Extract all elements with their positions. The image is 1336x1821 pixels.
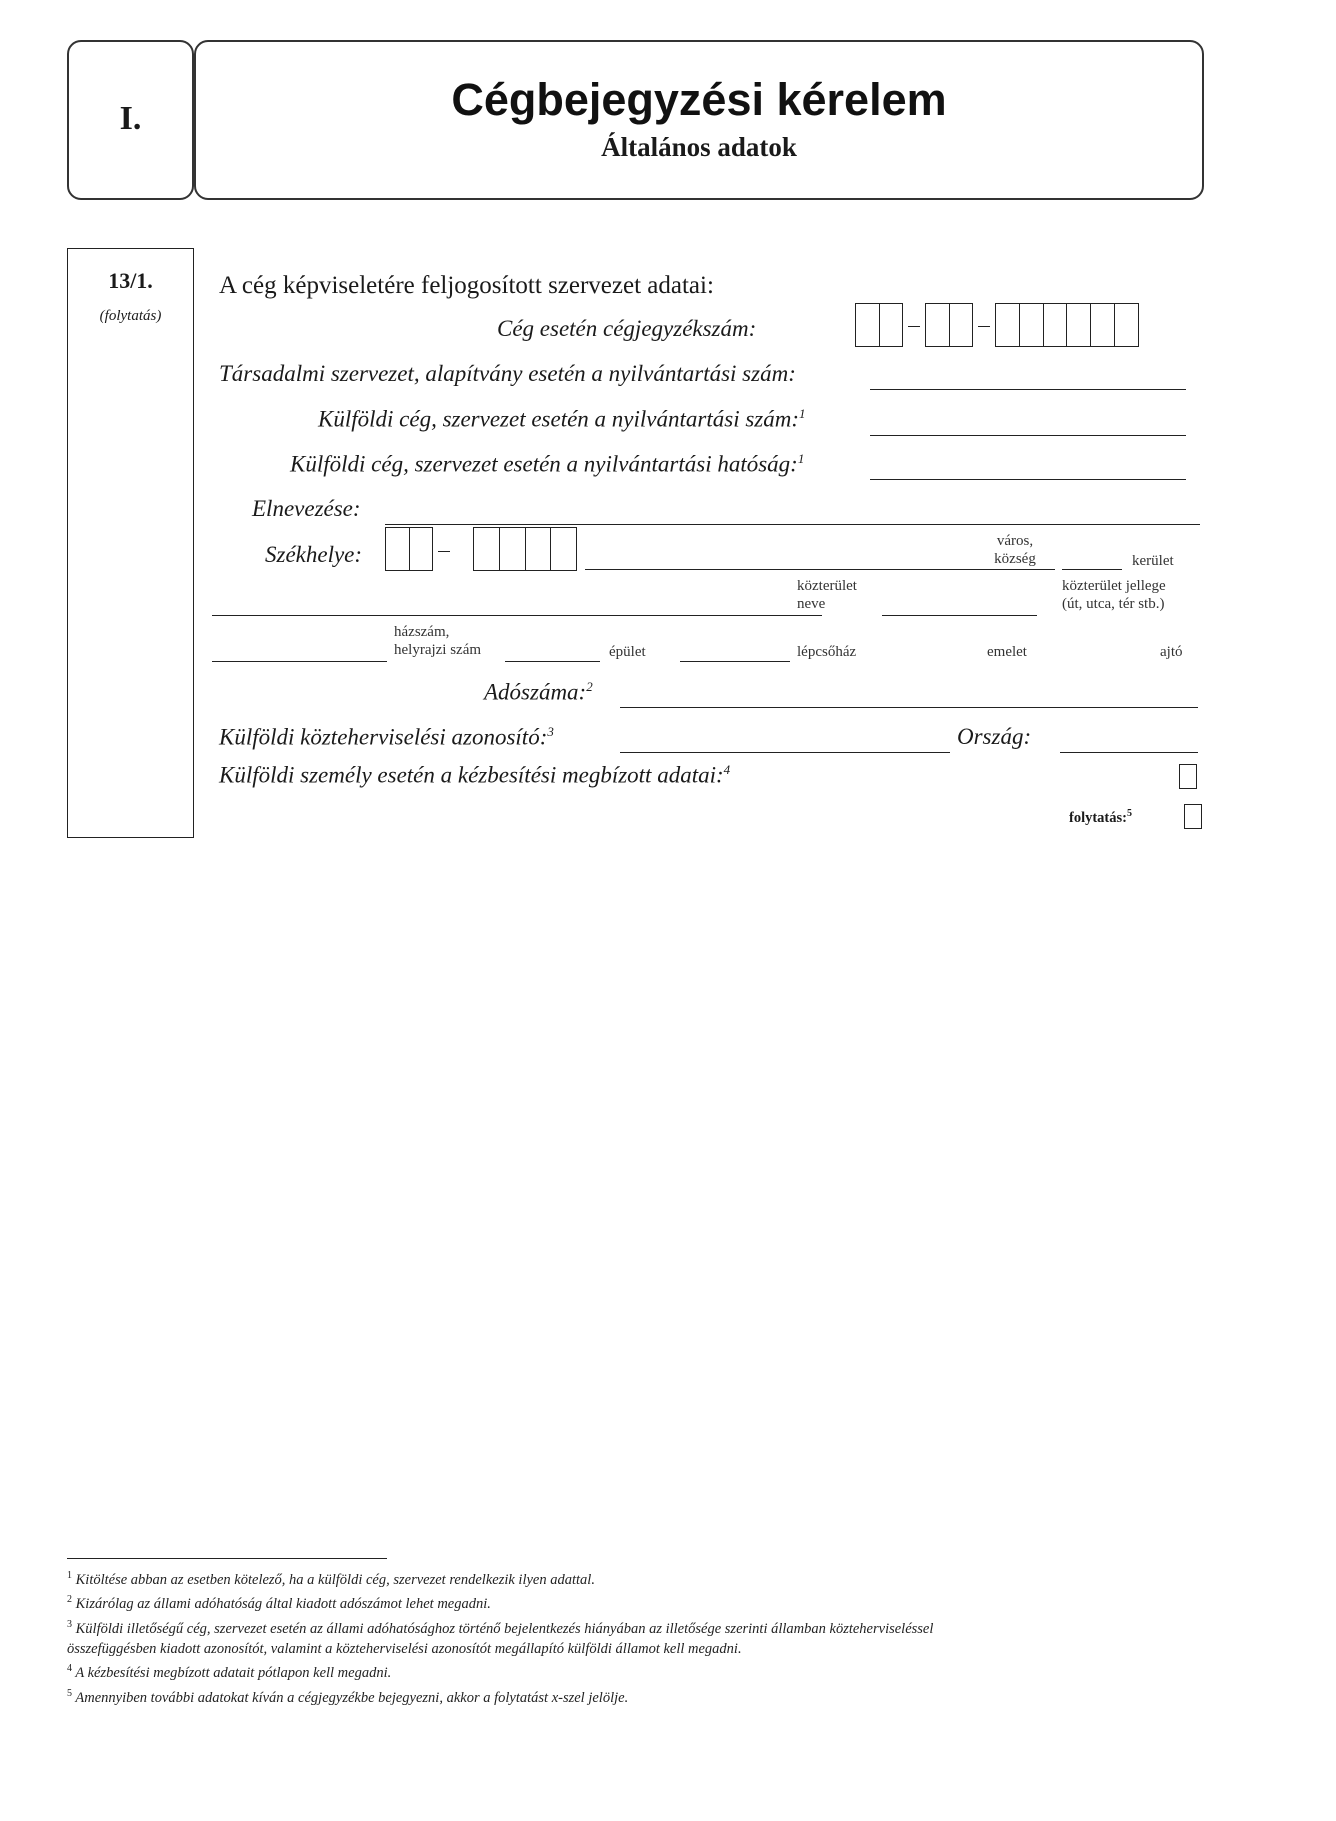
foreign-tax-id-field[interactable] xyxy=(620,752,950,753)
building-field[interactable] xyxy=(505,661,600,662)
section-code-box xyxy=(67,248,194,838)
house-number-label: házszám, helyrajzi szám xyxy=(394,624,482,658)
foreign-tax-id-label: Külföldi közteherviselési azonosító:$^3$ xyxy=(219,724,554,750)
staircase-label: lépcsőház xyxy=(797,644,857,660)
country-label: Ország: xyxy=(957,724,1032,749)
tax-number-field[interactable] xyxy=(620,707,1198,708)
seat-label: Székhelye: xyxy=(265,542,363,567)
house-number-field[interactable] xyxy=(212,661,387,662)
section-code-note: (folytatás) xyxy=(99,308,162,324)
footnotes xyxy=(67,1566,933,1708)
district-label: kerület xyxy=(1132,553,1174,569)
company-reg-court-field[interactable] xyxy=(855,303,903,347)
footnote: $^1$ Kitöltése abban az esetben kötelező, ha a külföldi cég, szervezet rendelkezik ilyen adattal. xyxy=(67,1570,595,1588)
social-org-field[interactable] xyxy=(870,389,1186,390)
footnote: $^5$ Amennyiben további adatokat kíván a cégjegyzékbe bejegyezni, akkor a folytatást x-szel jelölje. xyxy=(67,1687,629,1706)
footnote-separator xyxy=(67,1558,387,1559)
continuation-checkbox[interactable] xyxy=(1184,804,1202,829)
foreign-authority-label: Külföldi cég, szervezet esetén a nyilvántartási hatóság:$^1$ xyxy=(290,451,805,477)
form-heading: A cég képviseletére feljogosított szervezet adatai: xyxy=(219,272,714,299)
street-name-field[interactable] xyxy=(212,615,822,616)
foreign-authority-field[interactable] xyxy=(870,479,1186,480)
country-field[interactable] xyxy=(1060,752,1198,753)
social-org-label: Társadalmi szervezet, alapítvány esetén a nyilvántartási szám: xyxy=(219,361,796,386)
footnote: $^3$ Külföldi illetőségű cég, szervezet esetén az állami adóhatósághoz történő bejelentkezés hiányában az illetősége szerinti államban közteherviseléssel xyxy=(67,1618,934,1637)
district-field[interactable] xyxy=(1062,569,1122,570)
footnote: $^2$ Kizárólag az állami adóhatóság által kiadott adószámot lehet megadni. xyxy=(67,1594,491,1613)
page-title: Cégbejegyzési kérelem xyxy=(451,74,947,125)
page-subtitle: Általános adatok xyxy=(601,132,797,162)
postcode-field[interactable] xyxy=(473,527,577,571)
street-type-label: közterület jellege (út, utca, tér stb.) xyxy=(1062,578,1166,612)
tax-number-label: Adószáma:$^2$ xyxy=(484,679,593,705)
foreign-reg-number-label: Külföldi cég, szervezet esetén a nyilvántartási szám:$^1$ xyxy=(318,406,806,432)
street-type-field[interactable] xyxy=(882,615,1037,616)
postcode-dash xyxy=(438,551,450,552)
footnote: $^4$ A kézbesítési megbízott adatait pótlapon kell megadni. xyxy=(67,1663,392,1682)
section-code: 13/1. xyxy=(108,268,153,293)
door-label: ajtó xyxy=(1160,644,1183,660)
staircase-field[interactable] xyxy=(680,661,790,662)
building-label: épület xyxy=(609,644,646,660)
name-label: Elnevezése: xyxy=(252,496,361,521)
company-reg-label: Cég esetén cégjegyzékszám: xyxy=(497,316,757,341)
company-reg-form-field[interactable] xyxy=(925,303,973,347)
street-name-label: közterület neve xyxy=(797,578,857,612)
footnote: összefüggésben kiadott azonosítót, valamint a közteherviselési azonosítót megállapító külföldi államot kell megadni. xyxy=(67,1640,742,1657)
continuation-label: folytatás:$^5$ xyxy=(1069,808,1132,826)
floor-label: emelet xyxy=(987,644,1027,660)
delivery-agent-checkbox[interactable] xyxy=(1179,764,1197,789)
city-field[interactable] xyxy=(585,569,1055,570)
delivery-agent-label: Külföldi személy esetén a kézbesítési megbízott adatai:$^4$ xyxy=(219,762,731,788)
company-reg-serial-field[interactable] xyxy=(995,303,1139,347)
reg-dash xyxy=(908,326,920,327)
foreign-reg-number-field[interactable] xyxy=(870,435,1186,436)
postcode-prefix-field[interactable] xyxy=(385,527,433,571)
name-field[interactable] xyxy=(385,524,1200,525)
reg-dash xyxy=(978,326,990,327)
city-label: város, község xyxy=(994,533,1036,567)
section-number: I. xyxy=(119,100,142,137)
